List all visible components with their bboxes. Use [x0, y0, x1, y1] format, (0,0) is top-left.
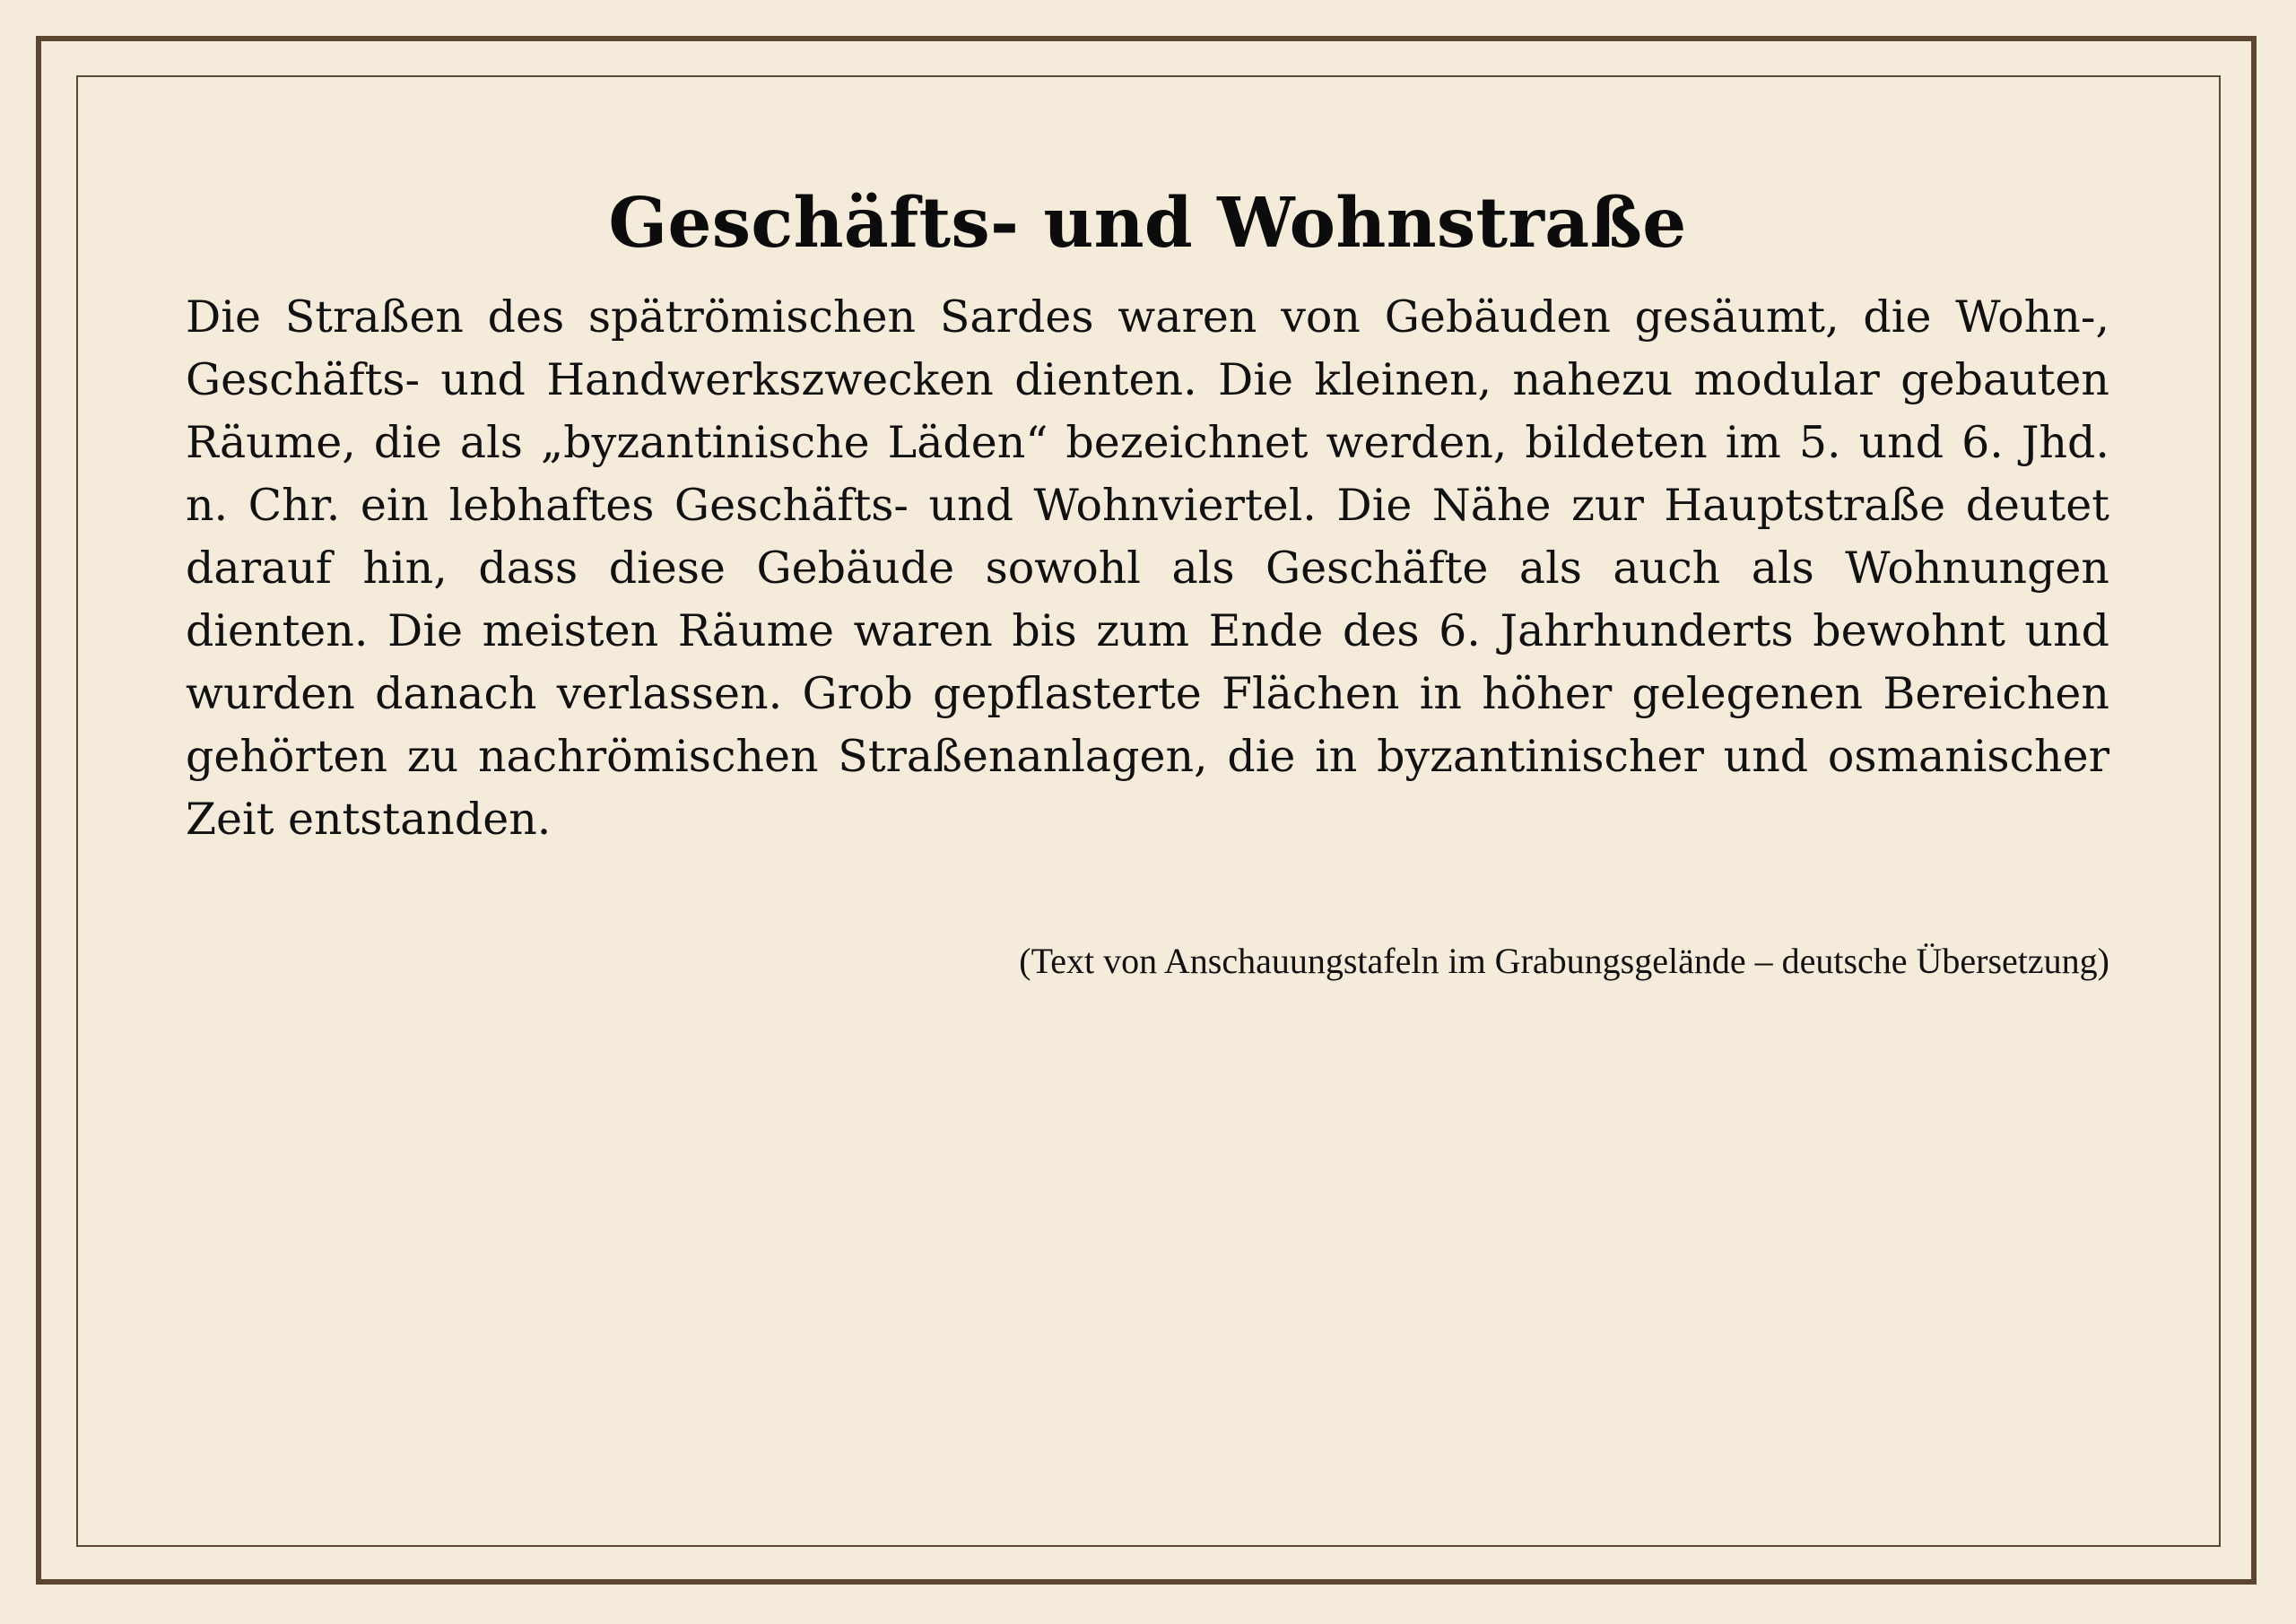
document-content: [186, 175, 2109, 984]
body-paragraph: Die Straßen des spätrömischen Sardes waren von Gebäuden gesäumt, die Wohn-, Geschäfts- und Handwerkszwecken dienten. Die kleinen, nahezu modular gebauten Räume, die als „byzantinische Läden“ bezeichnet werden, bildeten im 5. und 6. Jhd. n. Chr. ein lebhaftes Geschäfts- und Wohnviertel. Die Nähe zur Hauptstraße deutet darauf hin, dass diese Gebäude sowohl als Geschäfte als auch als Wohnungen dienten. Die meisten Räume waren bis zum Ende des 6. Jahrhunderts bewohnt und wurden danach verlassen. Grob gepflasterte Flächen in höher gelegenen Bereichen gehörten zu nachrömischen Straßenanlagen, die in byzantinischer und osmanischer Zeit entstanden.: [186, 291, 2109, 845]
source-note: (Text von Anschauungstafeln im Grabungsgelände – deutsche Übersetzung): [1019, 941, 2109, 981]
document-title: Geschäfts- und Wohnstraße: [608, 183, 1687, 264]
